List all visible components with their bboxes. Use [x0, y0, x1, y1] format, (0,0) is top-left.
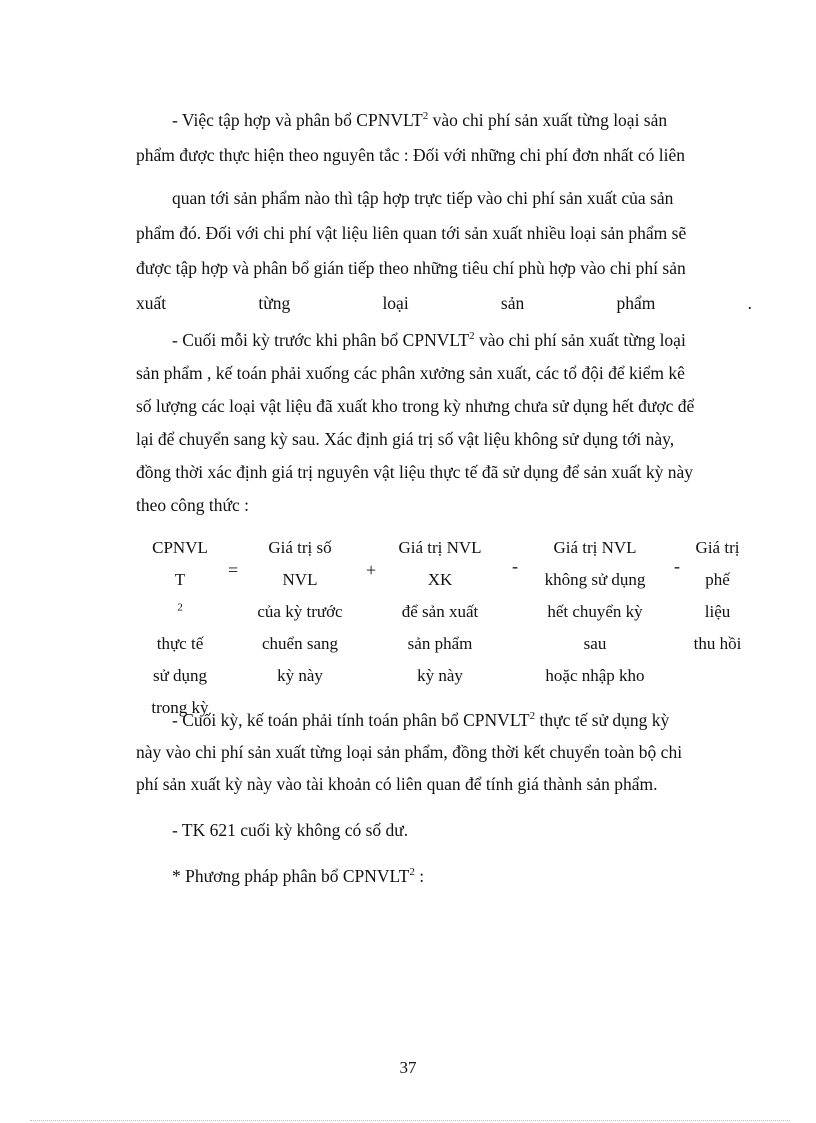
- formula-term-cpnvlt: [130, 532, 230, 724]
- formula-text: Giá trị số: [268, 538, 332, 557]
- formula-term-issued-nvl: [380, 532, 500, 692]
- formula-text: để sản xuất: [401, 602, 479, 621]
- paragraph-1-line-1: [136, 106, 752, 135]
- word: .: [747, 293, 752, 313]
- paragraph-2-line-1: quan tới sản phẩm nào thì tập hợp trực tiếp vào chi phí sản xuất của sản: [172, 188, 674, 208]
- formula-term-opening-nvl: [240, 532, 360, 692]
- formula-text: của kỳ trước: [257, 602, 343, 621]
- paragraph-4-line-1: [136, 706, 752, 735]
- text: - Việc tập hợp và phân bổ CPNVLT: [172, 110, 423, 130]
- formula-text: Giá trị NVL: [553, 538, 637, 557]
- superscript: 2: [177, 601, 183, 614]
- word: xuất: [136, 293, 167, 313]
- text: vào chi phí sản xuất từng loại: [474, 330, 686, 350]
- formula-text: thu hồi: [693, 634, 742, 653]
- superscript: 2: [409, 866, 415, 879]
- formula-text: hết chuyển kỳ: [547, 602, 643, 621]
- formula-text: Giá trị: [695, 538, 740, 557]
- paragraph-3-line-2: sản phẩm , kế toán phải xuống các phân xưởng sản xuất, các tổ đội để kiểm kê: [136, 363, 685, 383]
- formula-text: hoặc nhập kho: [545, 666, 645, 685]
- paragraph-4: [136, 706, 752, 799]
- formula-text: kỳ này: [417, 666, 463, 685]
- formula-text: phế: [705, 570, 730, 589]
- word: phẩm: [616, 293, 656, 313]
- paragraph-3: [136, 326, 752, 520]
- paragraph-2-line-4: [136, 289, 752, 318]
- word: từng: [258, 293, 291, 313]
- paragraph-6-line-1: [136, 862, 752, 891]
- paragraph-5: [136, 816, 752, 845]
- paragraph-3-line-6: theo công thức :: [136, 495, 249, 515]
- superscript: 2: [422, 110, 429, 123]
- text: T: [174, 570, 186, 589]
- paragraph-4-line-3: phí sản xuất kỳ này vào tài khoản có liên quan để tính giá thành sản phẩm.: [136, 774, 658, 794]
- formula-text: trong kỳ: [151, 698, 209, 717]
- paragraph-3-line-5: đồng thời xác định giá trị nguyên vật liệu thực tế đã sử dụng để sản xuất kỳ này: [136, 462, 693, 482]
- equals-sign: =: [228, 560, 239, 580]
- paragraph-3-line-1: [136, 326, 752, 355]
- plus-sign: +: [366, 560, 377, 580]
- formula-text: XK: [427, 570, 453, 589]
- word: sản: [500, 293, 525, 313]
- formula-text: kỳ này: [277, 666, 323, 685]
- cost-formula: [130, 532, 760, 717]
- paragraph-3-line-4: lại để chuyển sang kỳ sau. Xác định giá trị số vật liệu không sử dụng tới này,: [136, 429, 675, 449]
- formula-text: sử dụng: [152, 666, 208, 685]
- superscript: 2: [469, 330, 475, 343]
- text: thực tế sử dụng kỳ: [535, 710, 670, 730]
- paragraph-2-line-3: được tập hợp và phân bổ gián tiếp theo những tiêu chí phù hợp vào chi phí sản: [136, 258, 686, 278]
- footer-divider: [30, 1120, 790, 1121]
- text: vào chi phí sản xuất từng loại sản: [428, 110, 668, 130]
- formula-text: không sử dụng: [544, 570, 646, 589]
- paragraph-2: [136, 184, 752, 318]
- text: - Cuối kỳ, kế toán phải tính toán phân bổ CPNVLT: [172, 710, 530, 730]
- formula-term-scrap: [685, 532, 750, 660]
- superscript: 2: [529, 710, 536, 723]
- formula-text: [130, 564, 230, 628]
- paragraph-1: [136, 106, 752, 170]
- paragraph-3-line-3: số lượng các loại vật liệu đã xuất kho trong kỳ nhưng chưa sử dụng hết được để: [136, 396, 695, 416]
- paragraph-2-line-2: phẩm đó. Đối với chi phí vật liệu liên quan tới sản xuất nhiều loại sản phẩm sẽ: [136, 223, 687, 243]
- text: :: [414, 866, 425, 886]
- formula-text: NVL: [282, 570, 318, 589]
- minus-sign: -: [674, 556, 680, 576]
- page-number: 37: [399, 1058, 417, 1077]
- paragraph-6: [136, 862, 752, 891]
- formula-text: Giá trị NVL: [398, 538, 482, 557]
- formula-term-unused-nvl: [525, 532, 665, 692]
- word: loại: [382, 293, 409, 313]
- formula-text: thực tế: [156, 634, 204, 653]
- formula-text: sau: [583, 634, 607, 653]
- formula-text: chuển sang: [261, 634, 338, 653]
- minus-sign: -: [512, 556, 518, 576]
- text: - Cuối mỗi kỳ trước khi phân bổ CPNVLT: [172, 330, 470, 350]
- formula-text: sản phẩm: [407, 634, 473, 653]
- paragraph-4-line-2: này vào chi phí sản xuất từng loại sản phẩm, đồng thời kết chuyển toàn bộ chi: [136, 742, 683, 762]
- text: * Phương pháp phân bổ CPNVLT: [172, 866, 410, 886]
- formula-text: liệu: [704, 602, 731, 621]
- paragraph-5-line-1: - TK 621 cuối kỳ không có số dư.: [172, 820, 409, 840]
- formula-text: CPNVL: [152, 538, 208, 557]
- paragraph-1-line-2: phẩm được thực hiện theo nguyên tắc : Đối với những chi phí đơn nhất có liên: [136, 145, 686, 165]
